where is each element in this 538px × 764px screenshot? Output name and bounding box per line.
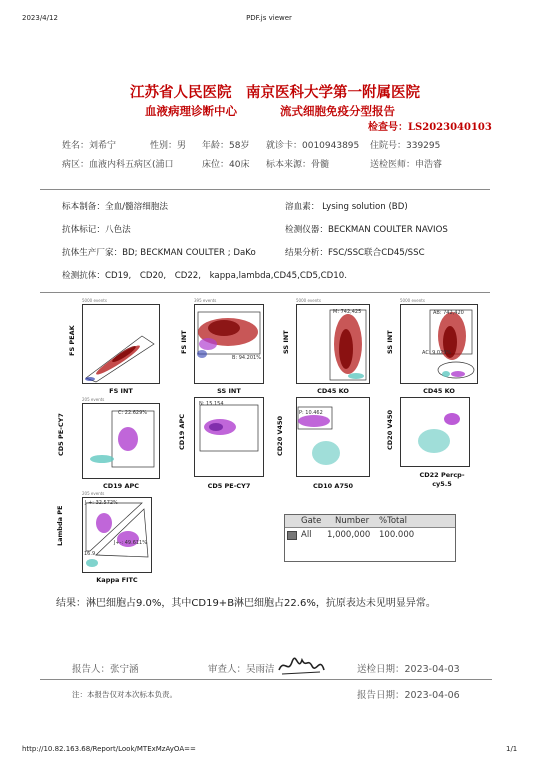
gate-statistics-table	[284, 514, 456, 562]
instrument: 检测仪器：BECKMAN COULTER NAVIOS	[285, 225, 448, 235]
gate-label: B: 94.201%	[232, 355, 261, 361]
hospital-name: 江苏省人民医院 南京医科大学第一附属医院	[130, 84, 420, 101]
scatter-plot-fs-peak-fs-int	[82, 304, 160, 384]
scatter-plot-cd20-cd10	[296, 397, 370, 477]
x-axis-label: CD45 KO	[423, 387, 455, 395]
y-axis-label: CD19 APC	[178, 413, 186, 450]
event-count: 5000 events	[296, 298, 321, 303]
page-number: 1/1	[506, 745, 518, 753]
gate-label: P: 10.462	[299, 410, 323, 416]
gate-total: 100.000	[379, 530, 415, 540]
y-axis-label: FS INT	[180, 330, 188, 354]
divider	[40, 679, 492, 680]
report-title: 流式细胞免疫分型报告	[280, 104, 395, 118]
y-axis-label: CD20 V450	[276, 415, 284, 456]
gate-label: AC: 9.029%	[422, 350, 452, 356]
specimen-source: 标本来源：骨髓	[266, 160, 330, 170]
patient-bed: 床位：40床	[202, 160, 250, 170]
reviewer: 审查人：吴雨洁	[208, 664, 275, 675]
patient-name: 姓名：刘希宁	[62, 141, 117, 151]
y-axis-label: FS PEAK	[68, 325, 76, 356]
referring-doctor: 送检医师：申浩睿	[370, 160, 443, 170]
antibody-maker: 抗体生产厂家：BD; BECKMAN COULTER ; DaKo	[62, 248, 256, 258]
lysing-reagent: 溶血素： Lysing solution (BD)	[285, 202, 408, 212]
x-axis-label: SS INT	[217, 387, 241, 395]
center-name: 血液病理诊断中心	[145, 104, 237, 118]
x-axis-label: CD19 APC	[102, 482, 140, 490]
exam-number: 检查号：LS2023040103	[368, 122, 492, 133]
patient-card: 就诊卡：0010943895	[266, 141, 360, 151]
x-axis-label: CD5 PE-CY7	[207, 482, 251, 490]
gate-name: All	[301, 530, 312, 540]
y-axis-label: SS INT	[282, 330, 290, 354]
gate-header: Gate	[301, 516, 322, 526]
gate-label: M: 742,425	[333, 309, 362, 315]
patient-age: 年龄：58岁	[202, 141, 250, 151]
event-count: 5000 events	[400, 298, 425, 303]
scatter-plot-lambda-kappa	[82, 497, 152, 573]
gate-label: J+-: 49.611%	[114, 540, 147, 546]
browser-title: PDF.js viewer	[246, 14, 292, 22]
submit-date: 送检日期：2023-04-03	[357, 664, 460, 675]
y-axis-label: CD5 PE-CY7	[57, 413, 65, 456]
disclaimer: 注：本报告仅对本次标本负责。	[72, 690, 177, 699]
gate-label: N: 15.154	[199, 401, 224, 407]
y-axis-label: CD20 V450	[386, 409, 394, 450]
reviewer-signature	[276, 652, 328, 678]
y-axis-label: Lambda PE	[56, 505, 64, 546]
x-axis-label: CD22 Percp-cy5.5	[419, 471, 465, 488]
gate-label: 16.9...	[84, 551, 100, 557]
antibody-label: 抗体标记：八色法	[62, 225, 131, 235]
scatter-plot-fs-int-ss-int	[194, 304, 264, 384]
scatter-plot-cd20-cd22	[400, 397, 470, 467]
number-header: Number	[335, 516, 370, 526]
report-date: 报告日期：2023-04-06	[357, 690, 460, 701]
event-count: 205 events	[82, 491, 105, 496]
event-count: 5000 events	[82, 298, 107, 303]
conclusion: 结果：淋巴细胞占9.0%，其中CD19+B淋巴细胞占22.6%，抗原表达未见明显异常。	[56, 598, 436, 609]
total-header: %Total	[379, 516, 407, 526]
reporter: 报告人：张宁涵	[72, 664, 139, 675]
divider	[40, 189, 490, 190]
scatter-plot-ss-int-cd45-ko	[296, 304, 370, 384]
x-axis-label: Kappa FITC	[96, 576, 138, 584]
gate-number: 1,000,000	[327, 530, 371, 540]
specimen-prep: 标本制备：全血/髓溶细胞法	[62, 202, 169, 212]
divider	[40, 292, 490, 293]
print-date: 2023/4/12	[22, 14, 58, 22]
page-url[interactable]: http://10.82.163.68/Report/Look/MTExMzAyOA==	[22, 745, 196, 753]
y-axis-label: SS INT	[386, 330, 394, 354]
x-axis-label: CD10 A750	[312, 482, 354, 490]
scatter-plot-cd19-cd5	[194, 397, 264, 477]
inpatient-number: 住院号：339295	[370, 141, 441, 151]
patient-sex: 性别：男	[150, 141, 187, 151]
event-count: 205 events	[82, 397, 105, 402]
gate-label: AB: 742,420	[433, 310, 464, 316]
analysis-method: 结果分析：FSC/SSC联合CD45/SSC	[285, 248, 425, 258]
gate-color-swatch	[287, 531, 297, 540]
x-axis-label: FS INT	[109, 387, 133, 395]
gate-label: C: 22.629%	[118, 410, 148, 416]
event-count: 395 events	[194, 298, 217, 303]
antibody-panel: 检测抗体：CD19, CD20, CD22, kappa,lambda,CD45,CD5,CD10.	[62, 271, 347, 281]
patient-ward: 病区：血液内科五病区(浦口	[62, 160, 174, 170]
x-axis-label: CD45 KO	[317, 387, 349, 395]
gate-label: J-+: 32.572%	[85, 500, 118, 506]
scatter-plot-ss-int-cd45-ko-gated	[400, 304, 478, 384]
